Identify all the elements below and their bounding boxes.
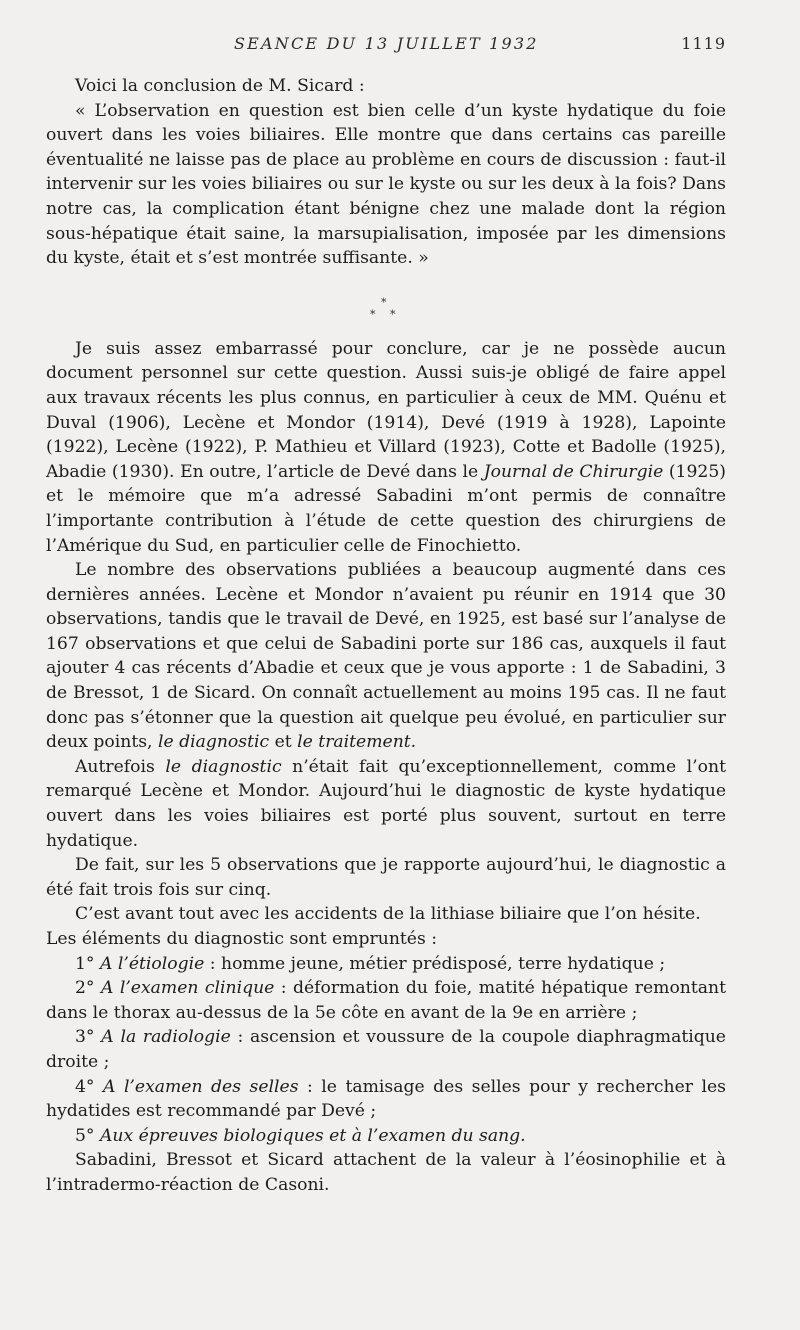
asterisk-icon: * bbox=[381, 295, 387, 309]
list-item: 3° A la radiologie : ascension et voussure de la coupole diaphragmatique droite ; bbox=[46, 1027, 726, 1072]
list-item: 5° Aux épreuves biologiques et à l’examen du sang. bbox=[75, 1125, 526, 1146]
section-separator bbox=[46, 271, 726, 337]
paragraph: Je suis assez embarrassé pour conclure, car je ne possède aucun document personnel sur cette question. Aussi suis-je obligé de faire appel aux travaux récents les plus connus, en particulier à ceux de MM. Quénu et Duval (1906), Lecène et Mondor (1914), Devé (1919 à 1928), Lapointe (1922), Lecène (1922), P. Mathieu et Villard (1923), Cotte et Badolle (1925), Abadie (1930). En outre, l’article de Devé dans le Journal de Chirurgie (1925) et le mémoire que m’a adressé Sabadini m’ont permis de connaître l’importante contribution à l’étude de cette question des chirurgiens de l’Amérique du Sud, en particulier celle de Finochietto. bbox=[46, 338, 726, 556]
running-header bbox=[46, 34, 726, 58]
paragraph: C’est avant tout avec les accidents de la lithiase biliaire que l’on hésite. bbox=[75, 904, 701, 925]
quotation-paragraph: « L’observation en question est bien celle d’un kyste hydatique du foie ouvert dans les voies biliaires. Elle montre que dans certains cas pareille éventualité ne laisse pas de place au problème en cours de discussion : faut-il intervenir sur les voies biliaires ou sur le kyste ou sur les deux à la fois? Dans notre cas, la complication étant bénigne chez une malade dont la région sous-hépatique était saine, la marsupialisation, imposée par les dimensions du kyste, était et s’est montrée suffisante. » bbox=[46, 100, 726, 269]
paragraph: Les éléments du diagnostic sont empruntés : bbox=[46, 929, 438, 949]
paragraph: De fait, sur les 5 observations que je rapporte aujourd’hui, le diagnostic a été fait trois fois sur cinq. bbox=[46, 855, 726, 900]
list-item: 1° A l’étiologie : homme jeune, métier prédisposé, terre hydatique ; bbox=[75, 953, 666, 974]
page-number: 1119 bbox=[681, 34, 726, 53]
body-text bbox=[46, 74, 726, 1198]
asterisk-icon: * bbox=[390, 307, 396, 321]
list-item: 4° A l’examen des selles : le tamisage des selles pour y rechercher les hydatides est recommandé par Devé ; bbox=[46, 1076, 726, 1122]
paragraph: Autrefois le diagnostic n’était fait qu’exceptionnellement, comme l’ont remarqué Lecène et Mondor. Aujourd’hui le diagnostic de kyste hydatique ouvert dans les voies biliaires est porté plus souvent, surtout en terre hydatique. bbox=[46, 756, 726, 851]
asterisk-icon: * bbox=[370, 307, 376, 321]
paragraph: Le nombre des observations publiées a beaucoup augmenté dans ces dernières années. Lecène et Mondor n’avaient pu réunir en 1914 que 30 observations, tandis que le travail de Devé, en 1925, est basé sur l’analyse de 167 observations et que celui de Sabadini porte sur 186 cas, auxquels il faut ajouter 4 cas récents d’Abadie et ceux que je vous apporte : 1 de Sabadini, 3 de Bressot, 1 de Sicard. On connaît actuellement au moins 195 cas. Il ne faut donc pas s’étonner que la question ait quelque peu évolué, en particulier sur deux points, le diagnostic et le traitement. bbox=[46, 560, 726, 753]
header-title: SEANCE DU 13 JUILLET 1932 bbox=[234, 34, 539, 53]
paragraph: Voici la conclusion de M. Sicard : bbox=[75, 76, 365, 96]
list-item: 2° A l’examen clinique : déformation du foie, matité hépatique remontant dans le thorax au-dessus de la 5e côte en avant de la 9e en arrière ; bbox=[46, 978, 726, 1023]
paragraph: Sabadini, Bressot et Sicard attachent de la valeur à l’éosinophilie et à l’intradermo-réaction de Casoni. bbox=[46, 1150, 726, 1195]
journal-title: Journal de Chirurgie bbox=[483, 461, 664, 482]
